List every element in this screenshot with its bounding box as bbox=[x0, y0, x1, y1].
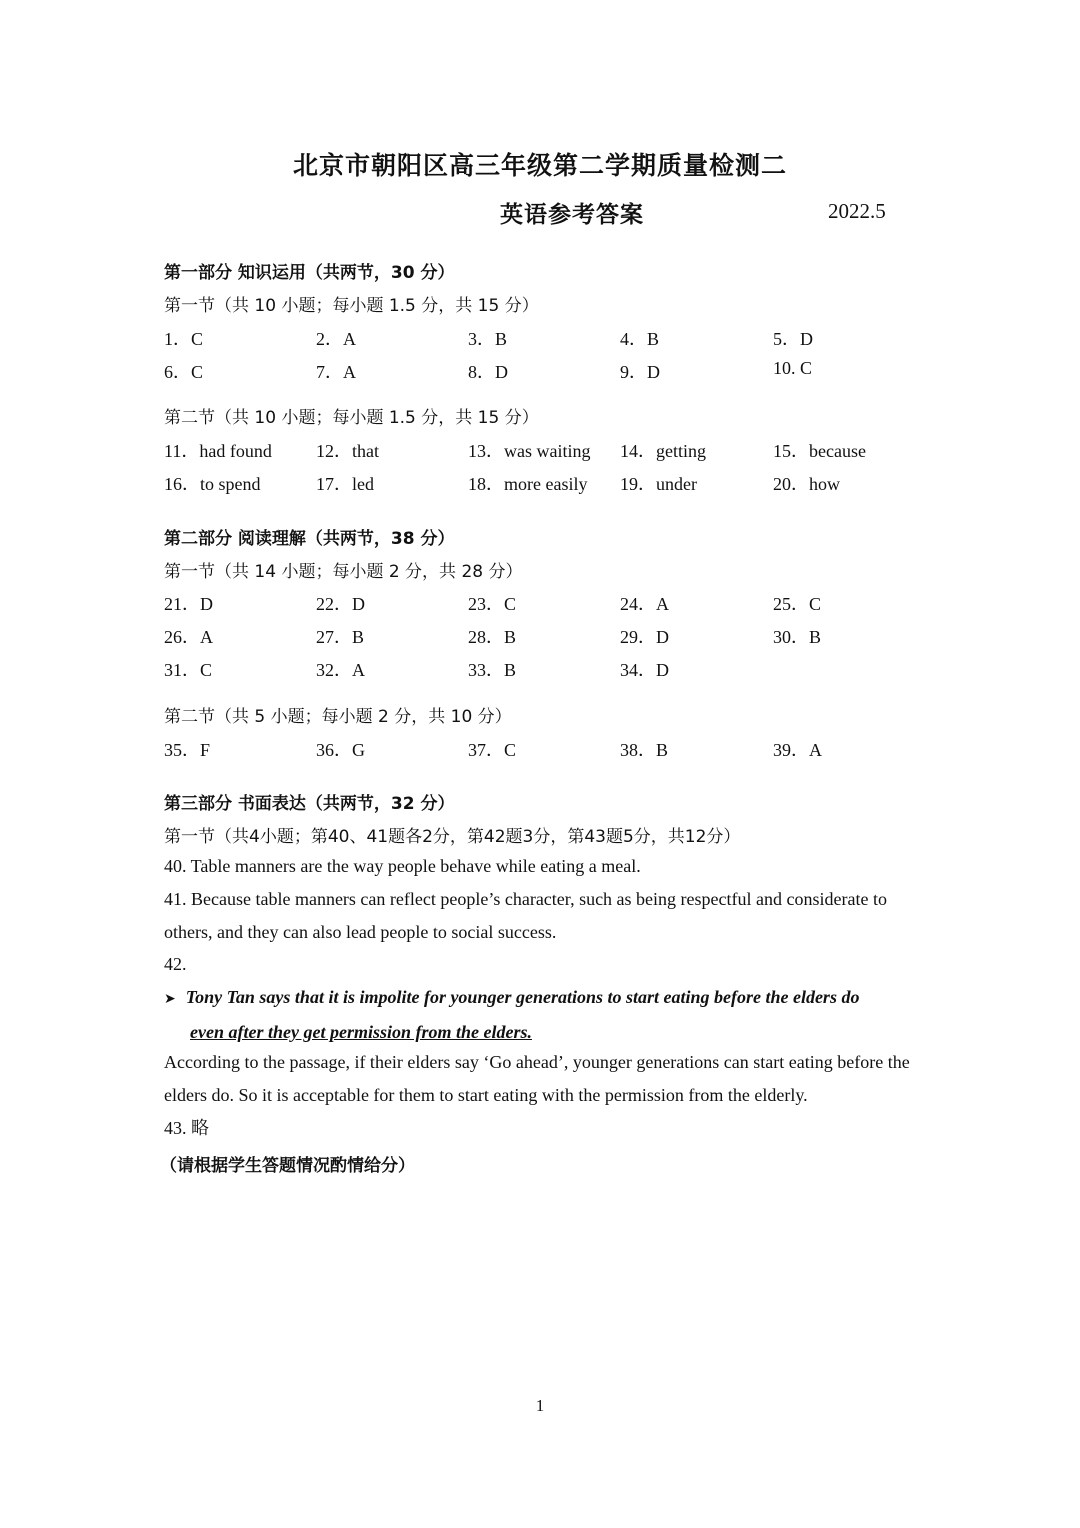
part2-section2-heading: 第二节（共 5 小题；每小题 2 分，共 10 分） bbox=[164, 707, 512, 727]
part1-section2-heading: 第二节（共 10 小题；每小题 1.5 分，共 15 分） bbox=[164, 408, 539, 428]
answer-cell: 36．G bbox=[316, 740, 365, 760]
answer-42-bullet bbox=[164, 981, 924, 1049]
answer-cell: 31．C bbox=[164, 660, 213, 680]
answer-cell: 32．A bbox=[316, 660, 365, 680]
answer-cell: 38．B bbox=[620, 740, 669, 760]
document-date: 2022.5 bbox=[828, 199, 886, 223]
part3-section1-heading: 第一节（共4小题；第40、41题各2分，第42题3分，第43题5分，共12分） bbox=[164, 827, 741, 847]
answer-40: 40. Table manners are the way people behave while eating a meal. bbox=[164, 856, 641, 876]
part1-section1-heading: 第一节（共 10 小题；每小题 1.5 分，共 15 分） bbox=[164, 296, 539, 316]
answer-cell: 15．because bbox=[773, 441, 866, 461]
answer-cell: 13．was waiting bbox=[468, 441, 591, 461]
answer-42-bullet-line1: Tony Tan says that it is impolite for younger generations to start eating before the elders do bbox=[185, 987, 860, 1007]
answer-cell: 22．D bbox=[316, 594, 365, 614]
part1-heading: 第一部分 知识运用（共两节，30 分） bbox=[164, 263, 455, 283]
part2-heading: 第二部分 阅读理解（共两节，38 分） bbox=[164, 529, 455, 549]
answer-cell: 19．under bbox=[620, 474, 697, 494]
answer-cell: 12．that bbox=[316, 441, 379, 461]
answer-cell: 3．B bbox=[468, 329, 508, 349]
answer-cell: 10. C bbox=[773, 358, 813, 378]
grading-note: （请根据学生答题情况酌情给分） bbox=[160, 1156, 415, 1176]
answer-42-explanation: According to the passage, if their elders say ‘Go ahead’, younger generations can start eating before the elders do. So it is acceptable for them to start eating with the permission from the elderly. bbox=[164, 1052, 910, 1105]
answer-cell: 30．B bbox=[773, 627, 822, 647]
answer-cell: 27．B bbox=[316, 627, 365, 647]
answer-row bbox=[164, 437, 964, 461]
answer-cell: 16．to spend bbox=[164, 474, 261, 494]
answer-row bbox=[164, 590, 964, 614]
answer-cell: 25．C bbox=[773, 594, 822, 614]
answer-cell: 2．A bbox=[316, 329, 356, 349]
document-subtitle: 英语参考答案 bbox=[500, 202, 644, 228]
answer-cell: 37．C bbox=[468, 740, 517, 760]
answer-cell: 24．A bbox=[620, 594, 669, 614]
answer-cell: 26．A bbox=[164, 627, 213, 647]
answer-cell: 5．D bbox=[773, 329, 813, 349]
answer-cell: 9．D bbox=[620, 362, 660, 382]
part2-section1-heading: 第一节（共 14 小题；每小题 2 分，共 28 分） bbox=[164, 562, 523, 582]
answer-row bbox=[164, 623, 964, 647]
answer-42-label: 42. bbox=[164, 954, 187, 974]
answer-42-bullet-line2: even after they get permission from the elders. bbox=[190, 1022, 532, 1042]
answer-row bbox=[164, 358, 964, 382]
answer-cell: 28．B bbox=[468, 627, 517, 647]
answer-cell: 33．B bbox=[468, 660, 517, 680]
answer-cell: 1．C bbox=[164, 329, 204, 349]
answer-cell: 18．more easily bbox=[468, 474, 588, 494]
answer-41: 41. Because table manners can reflect people’s character, such as being respectful and considerate to others, and they can also lead people to social success. bbox=[164, 889, 887, 942]
answer-cell: 23．C bbox=[468, 594, 517, 614]
answer-cell: 17．led bbox=[316, 474, 374, 494]
answer-cell: 39．A bbox=[773, 740, 822, 760]
document-title: 北京市朝阳区高三年级第二学期质量检测二 bbox=[292, 151, 787, 180]
answer-cell: 8．D bbox=[468, 362, 508, 382]
answer-row bbox=[164, 470, 964, 494]
answer-43: 43. 略 bbox=[164, 1118, 209, 1138]
part3-heading: 第三部分 书面表达（共两节，32 分） bbox=[164, 794, 455, 814]
answer-cell: 7．A bbox=[316, 362, 356, 382]
answer-row bbox=[164, 656, 964, 680]
answer-cell: 6．C bbox=[164, 362, 204, 382]
answer-cell: 29．D bbox=[620, 627, 669, 647]
answer-cell: 20．how bbox=[773, 474, 840, 494]
arrow-bullet-icon: ➤ bbox=[164, 991, 176, 1007]
answer-cell: 21．D bbox=[164, 594, 213, 614]
answer-cell: 14．getting bbox=[620, 441, 706, 461]
answer-cell: 35．F bbox=[164, 740, 211, 760]
answer-cell: 4．B bbox=[620, 329, 660, 349]
answer-cell: 34．D bbox=[620, 660, 669, 680]
answer-row bbox=[164, 736, 964, 760]
page-number: 1 bbox=[535, 1396, 545, 1415]
answer-cell: 11．had found bbox=[164, 441, 272, 461]
answer-row bbox=[164, 325, 964, 349]
